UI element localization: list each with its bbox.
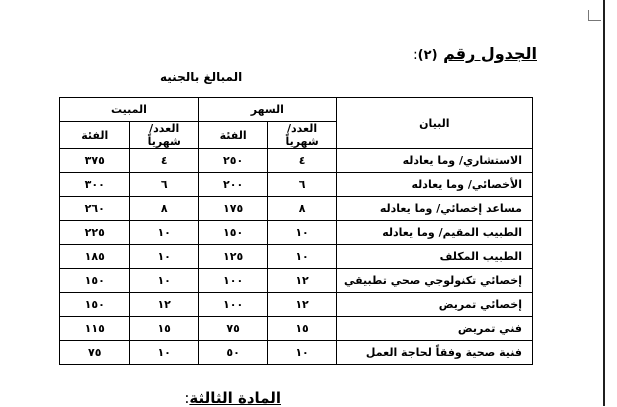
table-row bbox=[60, 341, 533, 365]
table-row bbox=[60, 197, 533, 221]
table-row bbox=[60, 269, 533, 293]
stay-rate-cell: ١١٥ bbox=[60, 317, 130, 341]
next-article-colon: : bbox=[184, 389, 190, 407]
night-rate-cell: ١٢٥ bbox=[198, 245, 267, 269]
table-row bbox=[60, 173, 533, 197]
row-label: فنية صحية وفقاً لحاجة العمل bbox=[336, 341, 532, 365]
row-label: إخصائي تمريض bbox=[336, 293, 532, 317]
stay-count-cell: ١٥ bbox=[130, 317, 198, 341]
night-count-cell: ١٥ bbox=[268, 317, 336, 341]
overnight-header: المبيت bbox=[60, 98, 199, 122]
night-rate-cell: ٢٥٠ bbox=[198, 149, 267, 173]
stay-rate-cell: ٣٠٠ bbox=[60, 173, 130, 197]
label-header: البيان bbox=[336, 98, 532, 149]
stay-count-cell: ١٠ bbox=[130, 245, 198, 269]
night-shift-header: السهر bbox=[198, 98, 336, 122]
stay-count-cell: ١٢ bbox=[130, 293, 198, 317]
night-count-cell: ٤ bbox=[268, 149, 336, 173]
stay-count-cell: ١٠ bbox=[130, 221, 198, 245]
night-count-cell: ١٢ bbox=[268, 269, 336, 293]
night-count-cell: ٦ bbox=[268, 173, 336, 197]
night-rate-cell: ٧٥ bbox=[198, 317, 267, 341]
corner-mark bbox=[588, 10, 601, 21]
night-rate-cell: ٥٠ bbox=[198, 341, 267, 365]
allowance-table bbox=[59, 97, 533, 365]
stay-rate-cell: ٢٦٠ bbox=[60, 197, 130, 221]
night-count-cell: ١٠ bbox=[268, 221, 336, 245]
units-caption: المبالغ بالجنيه bbox=[160, 70, 243, 84]
table-row bbox=[60, 293, 533, 317]
table-heading-title: الجدول رقم bbox=[443, 44, 537, 63]
table-header-row bbox=[60, 98, 533, 122]
row-label: فني تمريض bbox=[336, 317, 532, 341]
stay-count-cell: ٨ bbox=[130, 197, 198, 221]
night-rate-cell: ١٥٠ bbox=[198, 221, 267, 245]
night-rate-header: الفئة bbox=[198, 122, 267, 149]
table-row bbox=[60, 245, 533, 269]
stay-rate-header: الفئة bbox=[60, 122, 130, 149]
night-count-cell: ١٢ bbox=[268, 293, 336, 317]
table-row bbox=[60, 149, 533, 173]
stay-rate-cell: ١٥٠ bbox=[60, 269, 130, 293]
night-rate-cell: ١٠٠ bbox=[198, 293, 267, 317]
stay-rate-cell: ١٨٥ bbox=[60, 245, 130, 269]
table-heading-colon: : bbox=[412, 47, 418, 63]
row-label: الطبيب المقيم/ وما يعادله bbox=[336, 221, 532, 245]
row-label: إخصائي تكنولوجي صحي تطبيقي bbox=[336, 269, 532, 293]
row-label: الأخصائي/ وما يعادله bbox=[336, 173, 532, 197]
row-label: الاستشاري/ وما يعادله bbox=[336, 149, 532, 173]
table-body bbox=[60, 149, 533, 365]
night-count-cell: ٨ bbox=[268, 197, 336, 221]
stay-count-cell: ٦ bbox=[130, 173, 198, 197]
row-label: الطبيب المكلف bbox=[336, 245, 532, 269]
stay-rate-cell: ٢٢٥ bbox=[60, 221, 130, 245]
row-label: مساعد إخصائي/ وما يعادله bbox=[336, 197, 532, 221]
night-count-cell: ١٠ bbox=[268, 341, 336, 365]
table-heading bbox=[413, 44, 537, 63]
stay-count-header: العدد/ شهرياً bbox=[130, 122, 198, 149]
next-article-title: المادة الثالثة bbox=[189, 389, 281, 407]
stay-count-cell: ٤ bbox=[130, 149, 198, 173]
stay-count-cell: ١٠ bbox=[130, 341, 198, 365]
stay-rate-cell: ٣٧٥ bbox=[60, 149, 130, 173]
night-rate-cell: ٢٠٠ bbox=[198, 173, 267, 197]
night-rate-cell: ١٠٠ bbox=[198, 269, 267, 293]
table-row bbox=[60, 317, 533, 341]
table-row bbox=[60, 221, 533, 245]
table-heading-number: (٢) bbox=[417, 48, 438, 63]
night-rate-cell: ١٧٥ bbox=[198, 197, 267, 221]
night-count-header: العدد/ شهرياً bbox=[268, 122, 336, 149]
next-article-heading bbox=[184, 389, 281, 407]
stay-count-cell: ١٠ bbox=[130, 269, 198, 293]
stay-rate-cell: ١٥٠ bbox=[60, 293, 130, 317]
night-count-cell: ١٠ bbox=[268, 245, 336, 269]
stay-rate-cell: ٧٥ bbox=[60, 341, 130, 365]
